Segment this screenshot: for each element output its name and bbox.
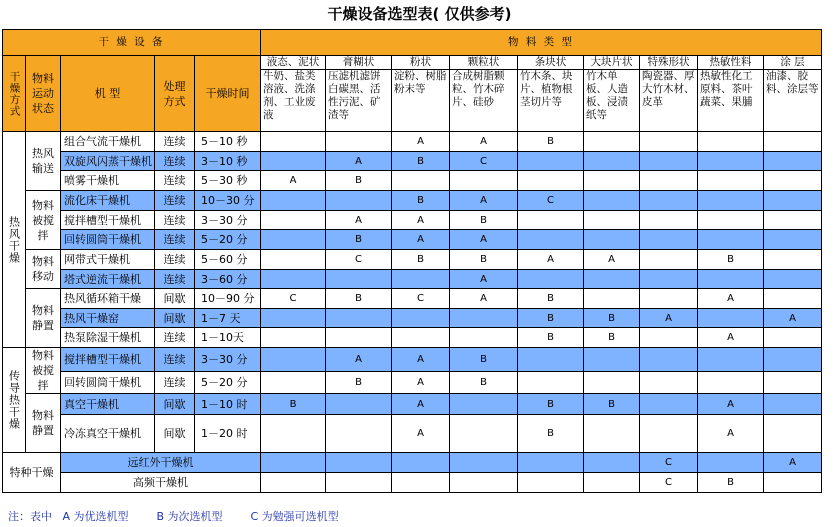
rating-cell: A (450, 289, 518, 309)
rating-cell: A (764, 309, 822, 328)
rating-cell: A (326, 152, 392, 171)
rating-cell (584, 191, 640, 211)
drying-time: 5－30 秒 (195, 171, 261, 191)
rating-cell (764, 415, 822, 453)
rating-cell (326, 270, 392, 289)
rating-cell (392, 473, 450, 493)
rating-cell (698, 453, 764, 473)
rating-cell (640, 230, 698, 250)
processing-mode: 间歇 (155, 415, 195, 453)
rating-cell: B (584, 309, 640, 328)
rating-cell: A (392, 230, 450, 250)
motion-cond-stirred: 物料被搅拌 (26, 348, 61, 394)
rating-cell (584, 270, 640, 289)
rating-cell: B (518, 415, 584, 453)
rating-cell: B (326, 171, 392, 191)
rating-cell (326, 328, 392, 348)
rating-cell: A (698, 415, 764, 453)
processing-mode: 连续 (155, 152, 195, 171)
rating-cell (764, 270, 822, 289)
rating-cell: B (450, 250, 518, 270)
category-examples: 热敏性化工原料、茶叶蔬菜、果脯 (698, 70, 764, 132)
category-name: 涂 层 (764, 56, 822, 70)
category-examples: 牛奶、盐类溶液、洗涤剂、工业废液 (261, 70, 326, 132)
rating-cell: A (584, 250, 640, 270)
drying-method-hot-air: 热风干燥 (3, 132, 26, 348)
model-name: 网带式干燥机 (61, 250, 155, 270)
processing-mode: 间歇 (155, 394, 195, 415)
rating-cell: A (450, 191, 518, 211)
processing-mode: 连续 (155, 348, 195, 372)
rating-cell: A (698, 328, 764, 348)
rating-cell (392, 270, 450, 289)
rating-cell (640, 171, 698, 191)
rating-cell: B (450, 371, 518, 393)
rating-cell: A (392, 132, 450, 152)
rating-cell (640, 250, 698, 270)
model-name: 搅拌槽型干燥机 (61, 211, 155, 230)
rating-cell (261, 415, 326, 453)
category-name: 热敏性料 (698, 56, 764, 70)
rating-cell (518, 211, 584, 230)
rating-cell (640, 328, 698, 348)
drying-time: 3－10 秒 (195, 152, 261, 171)
rating-cell (326, 473, 392, 493)
rating-cell: A (450, 230, 518, 250)
equipment-header: 干 燥 设 备 (3, 30, 261, 56)
rating-cell (518, 270, 584, 289)
drying-method-conduction: 传导热干燥 (3, 348, 26, 453)
rating-cell: B (326, 371, 392, 393)
selection-table (2, 29, 822, 493)
rating-cell (764, 473, 822, 493)
processing-mode: 连续 (155, 191, 195, 211)
table-row (3, 453, 822, 473)
processing-mode: 连续 (155, 371, 195, 393)
category-examples: 合成树脂颗粒、竹木碎片、硅砂 (450, 70, 518, 132)
rating-cell (640, 211, 698, 230)
rating-cell (640, 132, 698, 152)
rating-cell (764, 211, 822, 230)
rating-cell (261, 270, 326, 289)
rating-cell: B (261, 394, 326, 415)
rating-cell (584, 132, 640, 152)
rating-cell (764, 191, 822, 211)
table-row (3, 152, 822, 171)
rating-cell: C (261, 289, 326, 309)
rating-cell (261, 348, 326, 372)
rating-cell: B (518, 328, 584, 348)
table-row (3, 250, 822, 270)
rating-cell: C (392, 289, 450, 309)
rating-cell: A (764, 453, 822, 473)
category-name: 条块状 (518, 56, 584, 70)
category-name: 液态、泥状 (261, 56, 326, 70)
rating-cell (450, 328, 518, 348)
rating-cell: C (518, 191, 584, 211)
rating-cell (518, 473, 584, 493)
rating-cell: B (518, 289, 584, 309)
rating-cell: A (326, 348, 392, 372)
rating-cell (698, 348, 764, 372)
rating-cell (698, 191, 764, 211)
rating-cell (450, 309, 518, 328)
rating-cell: C (450, 152, 518, 171)
rating-cell: A (392, 415, 450, 453)
table-row (3, 230, 822, 250)
processing-header: 处理方式 (155, 56, 195, 132)
drying-time: 1－10天 (195, 328, 261, 348)
drying-method-special: 特种干燥 (3, 453, 61, 493)
rating-cell: A (392, 348, 450, 372)
processing-mode: 连续 (155, 171, 195, 191)
rating-cell: A (698, 394, 764, 415)
motion-static: 物料静置 (26, 289, 61, 348)
model-name: 热风干燥窑 (61, 309, 155, 328)
rating-cell (261, 230, 326, 250)
drying-time: 1－7 天 (195, 309, 261, 328)
rating-cell: B (392, 250, 450, 270)
table-row (3, 309, 822, 328)
rating-cell (584, 473, 640, 493)
rating-cell: C (640, 453, 698, 473)
rating-cell (764, 289, 822, 309)
rating-cell (764, 152, 822, 171)
rating-cell (261, 132, 326, 152)
model-name: 流化床干燥机 (61, 191, 155, 211)
drying-time: 5－20 分 (195, 371, 261, 393)
processing-mode: 连续 (155, 211, 195, 230)
rating-cell: B (518, 132, 584, 152)
model-name: 冷冻真空干燥机 (61, 415, 155, 453)
rating-cell: B (584, 328, 640, 348)
drying-time: 3－60 分 (195, 270, 261, 289)
rating-cell (640, 371, 698, 393)
category-name: 特殊形状 (640, 56, 698, 70)
rating-cell: B (518, 309, 584, 328)
rating-cell: A (698, 289, 764, 309)
material-motion-header: 物料运动状态 (26, 56, 61, 132)
rating-cell (764, 132, 822, 152)
category-name: 粉状 (392, 56, 450, 70)
drying-time: 3－30 分 (195, 348, 261, 372)
processing-mode: 间歇 (155, 289, 195, 309)
rating-cell (518, 453, 584, 473)
category-examples: 油漆、胶料、涂层等 (764, 70, 822, 132)
rating-cell (326, 453, 392, 473)
rating-cell (584, 348, 640, 372)
rating-cell (326, 132, 392, 152)
processing-mode: 连续 (155, 250, 195, 270)
drying-time: 1－20 时 (195, 415, 261, 453)
category-examples: 竹木条、块片、植物根茎切片等 (518, 70, 584, 132)
table-row (3, 328, 822, 348)
rating-cell (764, 328, 822, 348)
rating-cell (392, 328, 450, 348)
rating-cell: A (326, 211, 392, 230)
rating-cell (326, 191, 392, 211)
drying-time: 10－90 分 (195, 289, 261, 309)
drying-time: 5－60 分 (195, 250, 261, 270)
category-examples: 陶瓷器、厚大竹木材、皮革 (640, 70, 698, 132)
rating-cell: B (450, 348, 518, 372)
rating-cell (261, 152, 326, 171)
rating-cell: B (518, 394, 584, 415)
rating-cell (450, 473, 518, 493)
motion-moving: 物料移动 (26, 250, 61, 289)
rating-cell (640, 191, 698, 211)
model-name: 热泵除湿干燥机 (61, 328, 155, 348)
rating-cell (698, 309, 764, 328)
rating-cell (698, 152, 764, 171)
table-row (3, 371, 822, 393)
table-row (3, 191, 822, 211)
processing-mode: 连续 (155, 132, 195, 152)
drying-time-header: 干燥时间 (195, 56, 261, 132)
rating-cell (584, 171, 640, 191)
rating-cell (326, 415, 392, 453)
rating-cell (640, 394, 698, 415)
table-row (3, 171, 822, 191)
rating-cell (640, 289, 698, 309)
model-name: 组合气流干燥机 (61, 132, 155, 152)
rating-cell (584, 371, 640, 393)
category-examples: 竹木单板、人造板、浸渍纸等 (584, 70, 640, 132)
rating-cell: B (326, 230, 392, 250)
rating-cell (326, 309, 392, 328)
rating-cell (326, 394, 392, 415)
model-name: 双旋风闪蒸干燥机 (61, 152, 155, 171)
rating-cell (698, 371, 764, 393)
rating-cell: B (584, 394, 640, 415)
processing-mode: 间歇 (155, 309, 195, 328)
category-examples: 淀粉、树脂粉末等 (392, 70, 450, 132)
rating-cell (584, 230, 640, 250)
table-row (3, 132, 822, 152)
rating-cell: B (326, 289, 392, 309)
rating-cell (764, 348, 822, 372)
model-name: 远红外干燥机 (61, 453, 261, 473)
rating-cell (392, 453, 450, 473)
model-name: 塔式逆流干燥机 (61, 270, 155, 289)
rating-cell (261, 211, 326, 230)
model-name: 真空干燥机 (61, 394, 155, 415)
model-name: 高频干燥机 (61, 473, 261, 493)
motion-hot-air-transport: 热风输送 (26, 132, 61, 191)
rating-cell (584, 152, 640, 171)
table-row (3, 348, 822, 372)
rating-cell (640, 348, 698, 372)
model-header: 机 型 (61, 56, 155, 132)
model-name: 回转圆筒干燥机 (61, 371, 155, 393)
category-name: 膏糊状 (326, 56, 392, 70)
rating-cell: A (450, 270, 518, 289)
rating-cell (764, 230, 822, 250)
material-types-header: 物 料 类 型 (261, 30, 822, 56)
rating-cell: B (698, 250, 764, 270)
category-name: 颗粒状 (450, 56, 518, 70)
drying-time: 5－20 分 (195, 230, 261, 250)
rating-cell: C (640, 473, 698, 493)
rating-cell: A (392, 371, 450, 393)
model-name: 喷雾干燥机 (61, 171, 155, 191)
rating-cell (450, 394, 518, 415)
rating-cell (518, 230, 584, 250)
rating-cell (764, 171, 822, 191)
rating-cell (698, 270, 764, 289)
rating-cell (698, 132, 764, 152)
rating-cell (518, 348, 584, 372)
rating-cell (450, 171, 518, 191)
rating-cell (640, 270, 698, 289)
table-row (3, 211, 822, 230)
model-name: 热风循环箱干燥 (61, 289, 155, 309)
model-name: 搅拌槽型干燥机 (61, 348, 155, 372)
motion-cond-static: 物料静置 (26, 394, 61, 453)
rating-cell (698, 230, 764, 250)
rating-cell (764, 250, 822, 270)
page-title: 干燥设备选型表( 仅供参考) (327, 5, 512, 23)
rating-cell (640, 152, 698, 171)
rating-cell (392, 309, 450, 328)
rating-cell (261, 371, 326, 393)
rating-cell (698, 171, 764, 191)
table-row (3, 473, 822, 493)
model-name: 回转圆筒干燥机 (61, 230, 155, 250)
rating-cell: B (450, 211, 518, 230)
legend-note: 注：表中 A 为优选机型 B 为次选机型 C 为勉强可选机型 (8, 510, 339, 523)
rating-cell (261, 328, 326, 348)
rating-cell: C (326, 250, 392, 270)
rating-cell: A (450, 132, 518, 152)
rating-cell (450, 415, 518, 453)
table-row (3, 270, 822, 289)
rating-cell (261, 453, 326, 473)
processing-mode: 连续 (155, 328, 195, 348)
drying-time: 10－30 分 (195, 191, 261, 211)
rating-cell (698, 211, 764, 230)
rating-cell (764, 394, 822, 415)
rating-cell (584, 211, 640, 230)
rating-cell: A (518, 250, 584, 270)
rating-cell (640, 415, 698, 453)
rating-cell (584, 289, 640, 309)
drying-time: 5－10 秒 (195, 132, 261, 152)
category-name: 大块片状 (584, 56, 640, 70)
rating-cell: A (392, 211, 450, 230)
rating-cell (261, 191, 326, 211)
drying-time: 3－30 分 (195, 211, 261, 230)
drying-time: 1－10 时 (195, 394, 261, 415)
rating-cell: B (698, 473, 764, 493)
rating-cell (261, 250, 326, 270)
rating-cell: A (261, 171, 326, 191)
table-row (3, 415, 822, 453)
rating-cell (392, 171, 450, 191)
rating-cell (584, 453, 640, 473)
drying-method-header: 干燥方式 (3, 56, 26, 132)
rating-cell (450, 453, 518, 473)
rating-cell: B (392, 191, 450, 211)
rating-cell (584, 415, 640, 453)
table-row (3, 289, 822, 309)
rating-cell: A (392, 394, 450, 415)
motion-stirred: 物料被搅拌 (26, 191, 61, 250)
rating-cell: B (392, 152, 450, 171)
rating-cell (261, 309, 326, 328)
processing-mode: 连续 (155, 230, 195, 250)
table-row (3, 394, 822, 415)
category-examples: 压滤机滤饼白碳黑、活性污泥、矿渣等 (326, 70, 392, 132)
rating-cell (764, 371, 822, 393)
processing-mode: 连续 (155, 270, 195, 289)
rating-cell (261, 473, 326, 493)
rating-cell: A (640, 309, 698, 328)
rating-cell (518, 152, 584, 171)
rating-cell (518, 371, 584, 393)
rating-cell (518, 171, 584, 191)
